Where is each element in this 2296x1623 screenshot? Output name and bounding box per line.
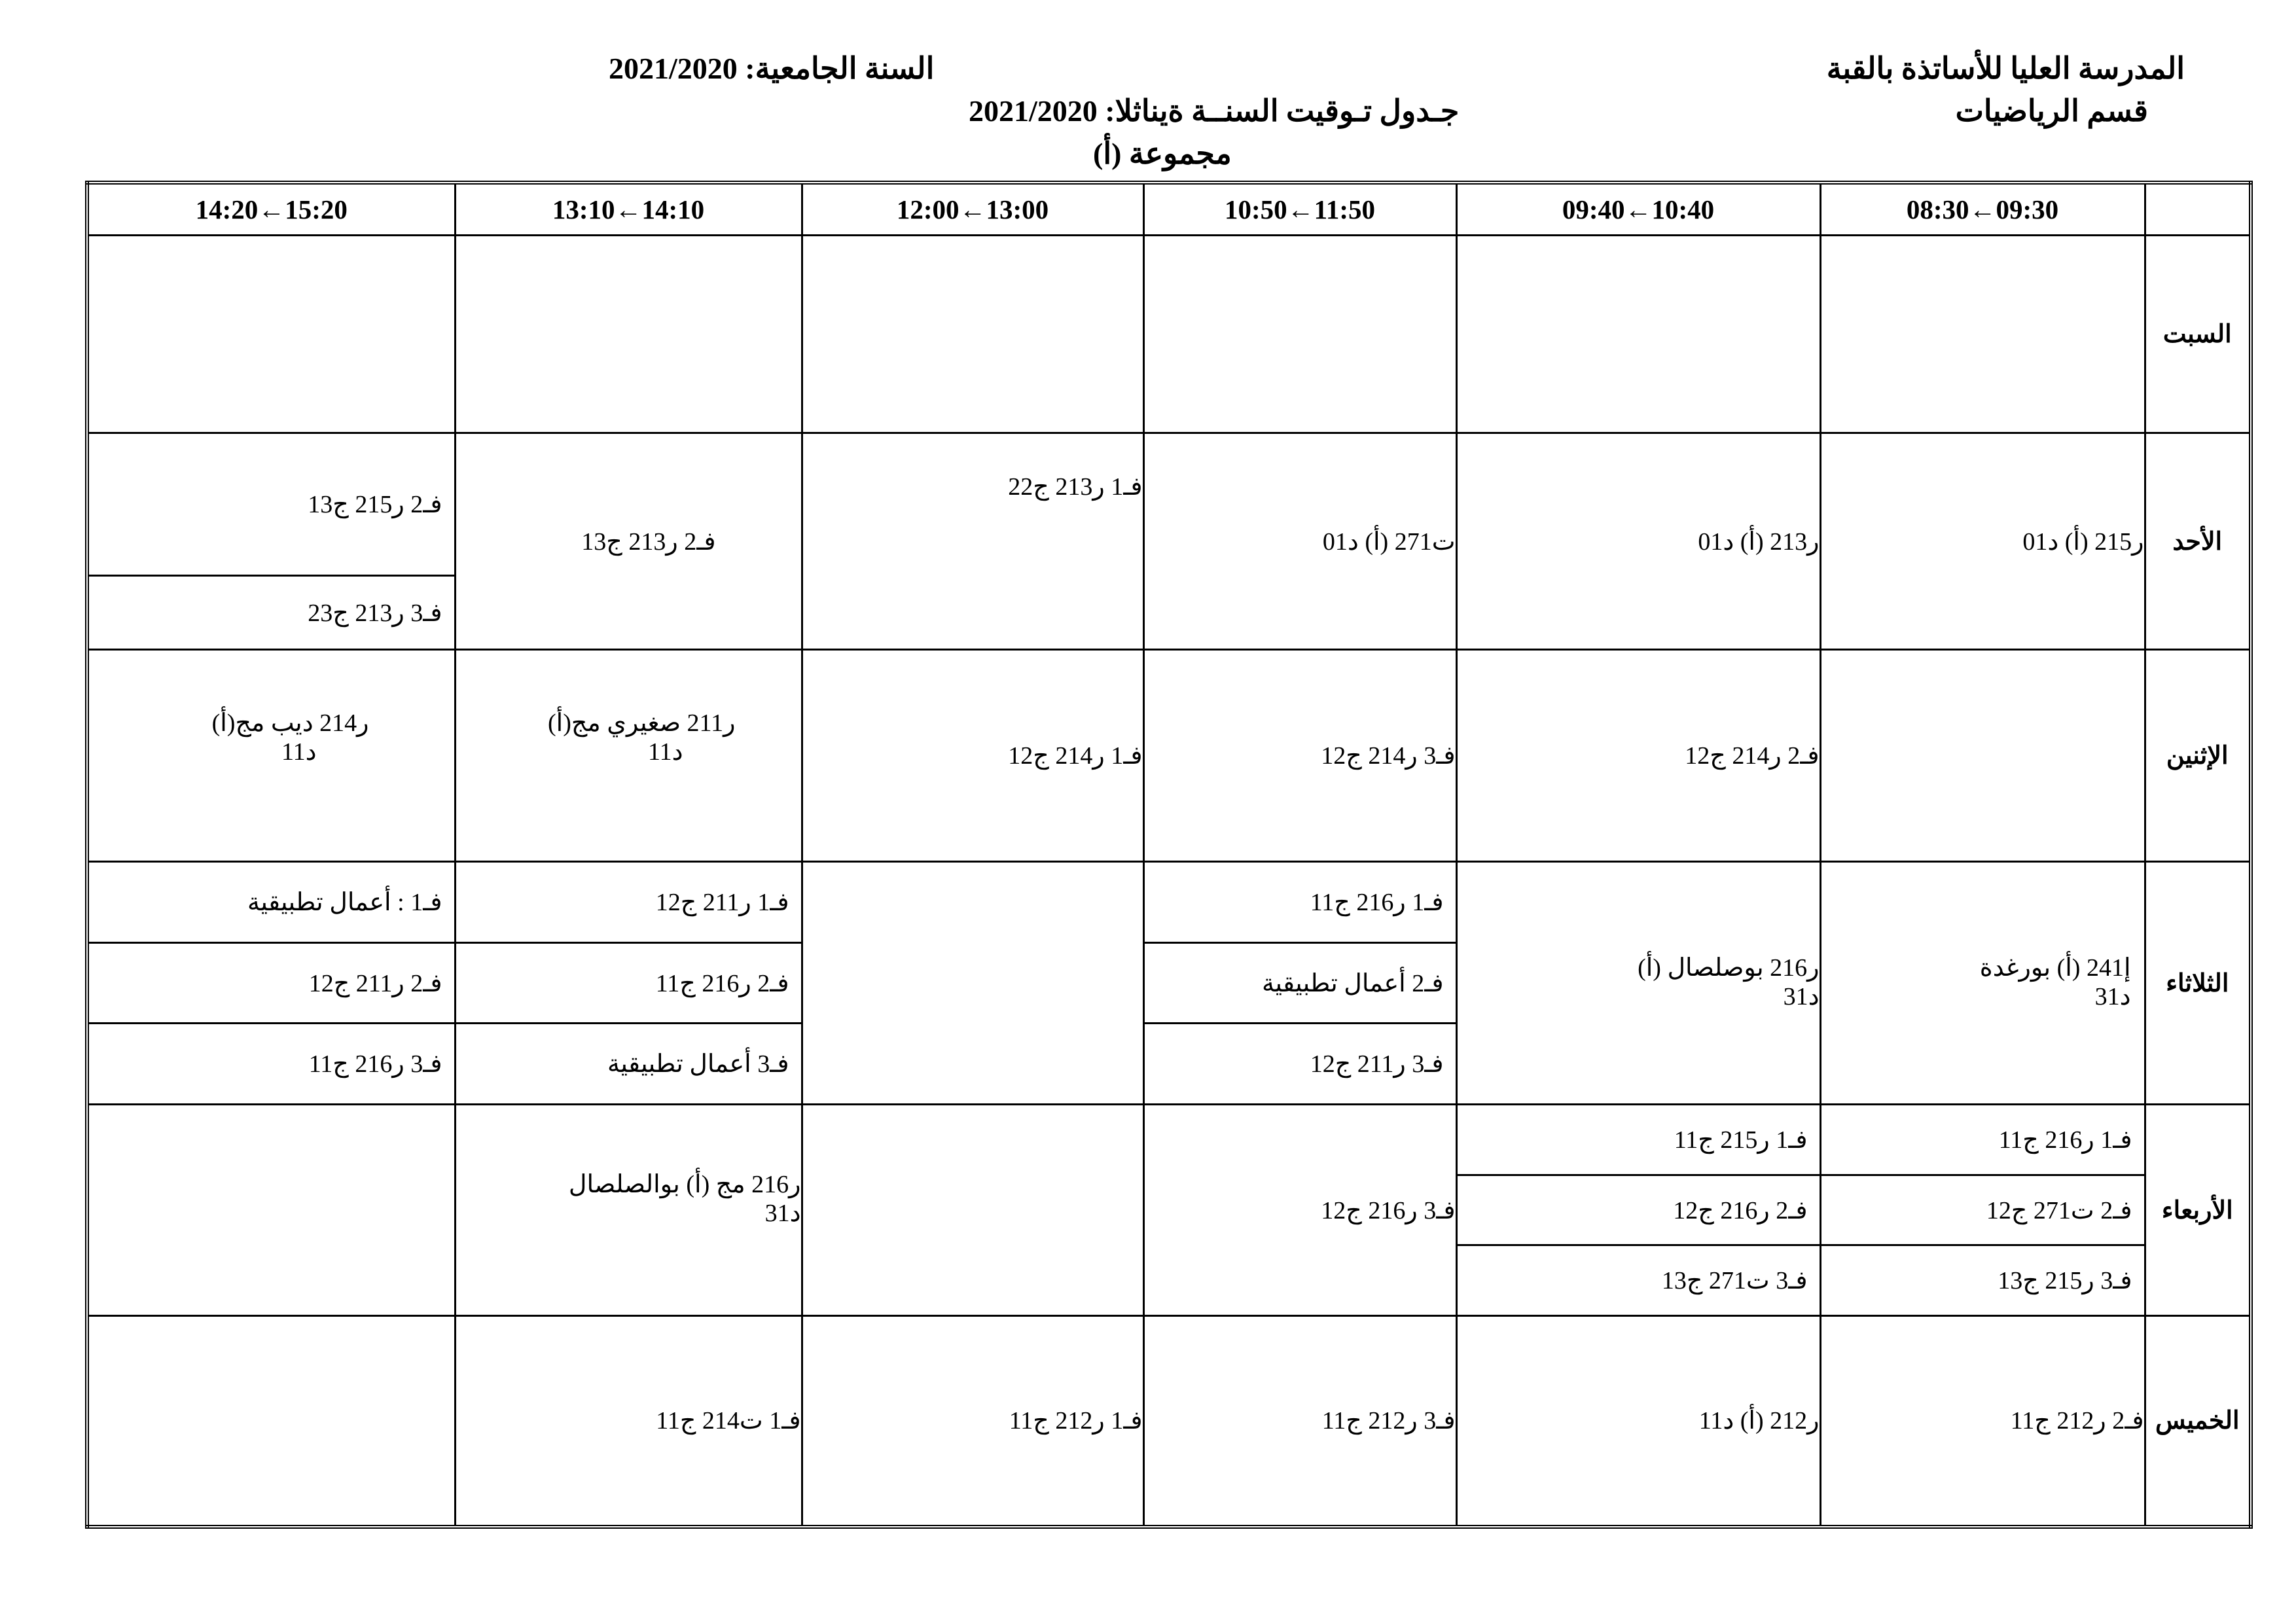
day-row-tuesday [87, 862, 2251, 1105]
time-slot-header: 11:50←10:50 [1143, 183, 1456, 236]
group-label: مجموعة (أ) [1093, 137, 1232, 170]
day-row-thursday [87, 1316, 2251, 1527]
day-label: الأحد [2145, 433, 2251, 650]
session-cell-split [1820, 1105, 2145, 1316]
academic-year: السنة الجامعية: 2021/2020 [609, 52, 935, 85]
session-line: إ241 (أ) بورغدة [1979, 954, 2131, 982]
header-row [87, 183, 2251, 236]
session-cell-split [87, 433, 455, 650]
day-row-wednesday [87, 1105, 2251, 1316]
session-cell [87, 650, 455, 862]
session-cell [1456, 236, 1820, 433]
session-cell [1820, 650, 2145, 862]
corner-cell [2145, 183, 2251, 236]
session-cell [802, 236, 1143, 433]
subgroup-session: فـ3 أعمال تطبيقية [607, 1050, 789, 1079]
session-cell: ت271 (أ) د01 [1143, 433, 1456, 650]
session-cell: فـ1 ر214 ج12 [802, 650, 1143, 862]
session-cell [802, 1105, 1143, 1316]
day-row-saturday [87, 236, 2251, 433]
session-text: فـ1 ر213 ج22 [1008, 473, 1143, 501]
subgroup-session: فـ3 ر216 ج11 [308, 1050, 442, 1079]
time-slot-header: 14:10←13:10 [455, 183, 802, 236]
session-cell: فـ2 ر212 ج11 [1820, 1316, 2145, 1527]
session-cell: ر212 (أ) د11 [1456, 1316, 1820, 1527]
time-slot-header: 13:00←12:00 [802, 183, 1143, 236]
subgroup-session: فـ2 أعمال تطبيقية [1145, 944, 1456, 1025]
session-line: د31 [2094, 983, 2131, 1010]
session-cell: فـ3 ر216 ج12 [1143, 1105, 1456, 1316]
day-label: الثلاثاء [2145, 862, 2251, 1105]
subgroup-session: فـ2 ت271 ج12 [1821, 1176, 2144, 1247]
session-cell [455, 650, 802, 862]
department-name: قسم الرياضيات [1955, 94, 2148, 128]
day-label: الإثنين [2145, 650, 2251, 862]
session-line: ر216 مج (أ) بوالصلصال [568, 1171, 801, 1198]
subgroup-session: فـ3 ر213 ج23 [308, 599, 442, 627]
day-row-monday [87, 650, 2251, 862]
subgroup-session: فـ3 ت271 ج13 [1661, 1267, 1808, 1295]
session-cell: فـ1 ت214 ج11 [455, 1316, 802, 1527]
subgroup-session: فـ3 ر211 ج12 [1310, 1050, 1444, 1079]
session-line: د31 [1783, 983, 1820, 1010]
session-cell [802, 433, 1143, 650]
day-label: الخميس [2145, 1316, 2251, 1527]
subgroup-session: فـ1 ر215 ج11 [1458, 1105, 1820, 1176]
session-cell: فـ3 ر214 ج12 [1143, 650, 1456, 862]
session-cell [802, 862, 1143, 1105]
schedule-title: جـدول تـوقيت السنــة ةيناثلا: 2021/2020 [969, 94, 1460, 128]
session-cell-split [87, 862, 455, 1105]
session-cell: فـ2 ر213 ج13 [455, 433, 802, 650]
session-line: ر216 بوصلصال (أ) [1638, 954, 1820, 982]
subgroup-session: فـ2 ر216 ج11 [456, 944, 801, 1025]
session-cell: فـ3 ر212 ج11 [1143, 1316, 1456, 1527]
session-line: ر211 صغيري مج(أ) [548, 709, 736, 737]
session-cell [1820, 862, 2145, 1105]
subgroup-session: فـ1 : أعمال تطبيقية [89, 863, 454, 944]
subgroup-session: فـ2 ر211 ج12 [89, 944, 454, 1025]
session-line: د31 [764, 1199, 801, 1227]
session-cell [87, 236, 455, 433]
subgroup-session: فـ1 ر216 ج11 [1821, 1105, 2144, 1176]
session-line: ر214 ديب مج(أ) [211, 709, 369, 737]
session-cell-split [1143, 862, 1456, 1105]
day-row-sunday [87, 433, 2251, 650]
session-line: د11 [281, 738, 317, 766]
subgroup-session: فـ2 ر216 ج12 [1458, 1176, 1820, 1247]
subgroup-session: فـ1 ر211 ج12 [456, 863, 801, 944]
school-name: المدرسة العليا للأساتذة بالقبة [1826, 52, 2185, 85]
time-slot-header: 15:20←14:20 [87, 183, 455, 236]
session-cell [1143, 236, 1456, 433]
day-label: الأربعاء [2145, 1105, 2251, 1316]
session-cell: فـ1 ر212 ج11 [802, 1316, 1143, 1527]
session-cell [1820, 236, 2145, 433]
session-cell-split [1456, 1105, 1820, 1316]
day-label: السبت [2145, 236, 2251, 433]
session-cell [455, 1105, 802, 1316]
session-line: د11 [647, 738, 683, 766]
session-cell-split [455, 862, 802, 1105]
time-slot-header: 10:40←09:40 [1456, 183, 1820, 236]
subgroup-session: فـ1 ر216 ج11 [1145, 863, 1456, 944]
time-slot-header: 09:30←08:30 [1820, 183, 2145, 236]
subgroup-session: فـ2 ر215 ج13 [89, 434, 454, 577]
session-cell [87, 1316, 455, 1527]
session-cell: ر215 (أ) د01 [1820, 433, 2145, 650]
timetable [85, 181, 2253, 1529]
session-cell [1456, 862, 1820, 1105]
session-cell [87, 1105, 455, 1316]
session-cell [455, 236, 802, 433]
session-cell: فـ2 ر214 ج12 [1456, 650, 1820, 862]
subgroup-session: فـ3 ر215 ج13 [1998, 1267, 2132, 1295]
session-cell: ر213 (أ) د01 [1456, 433, 1820, 650]
